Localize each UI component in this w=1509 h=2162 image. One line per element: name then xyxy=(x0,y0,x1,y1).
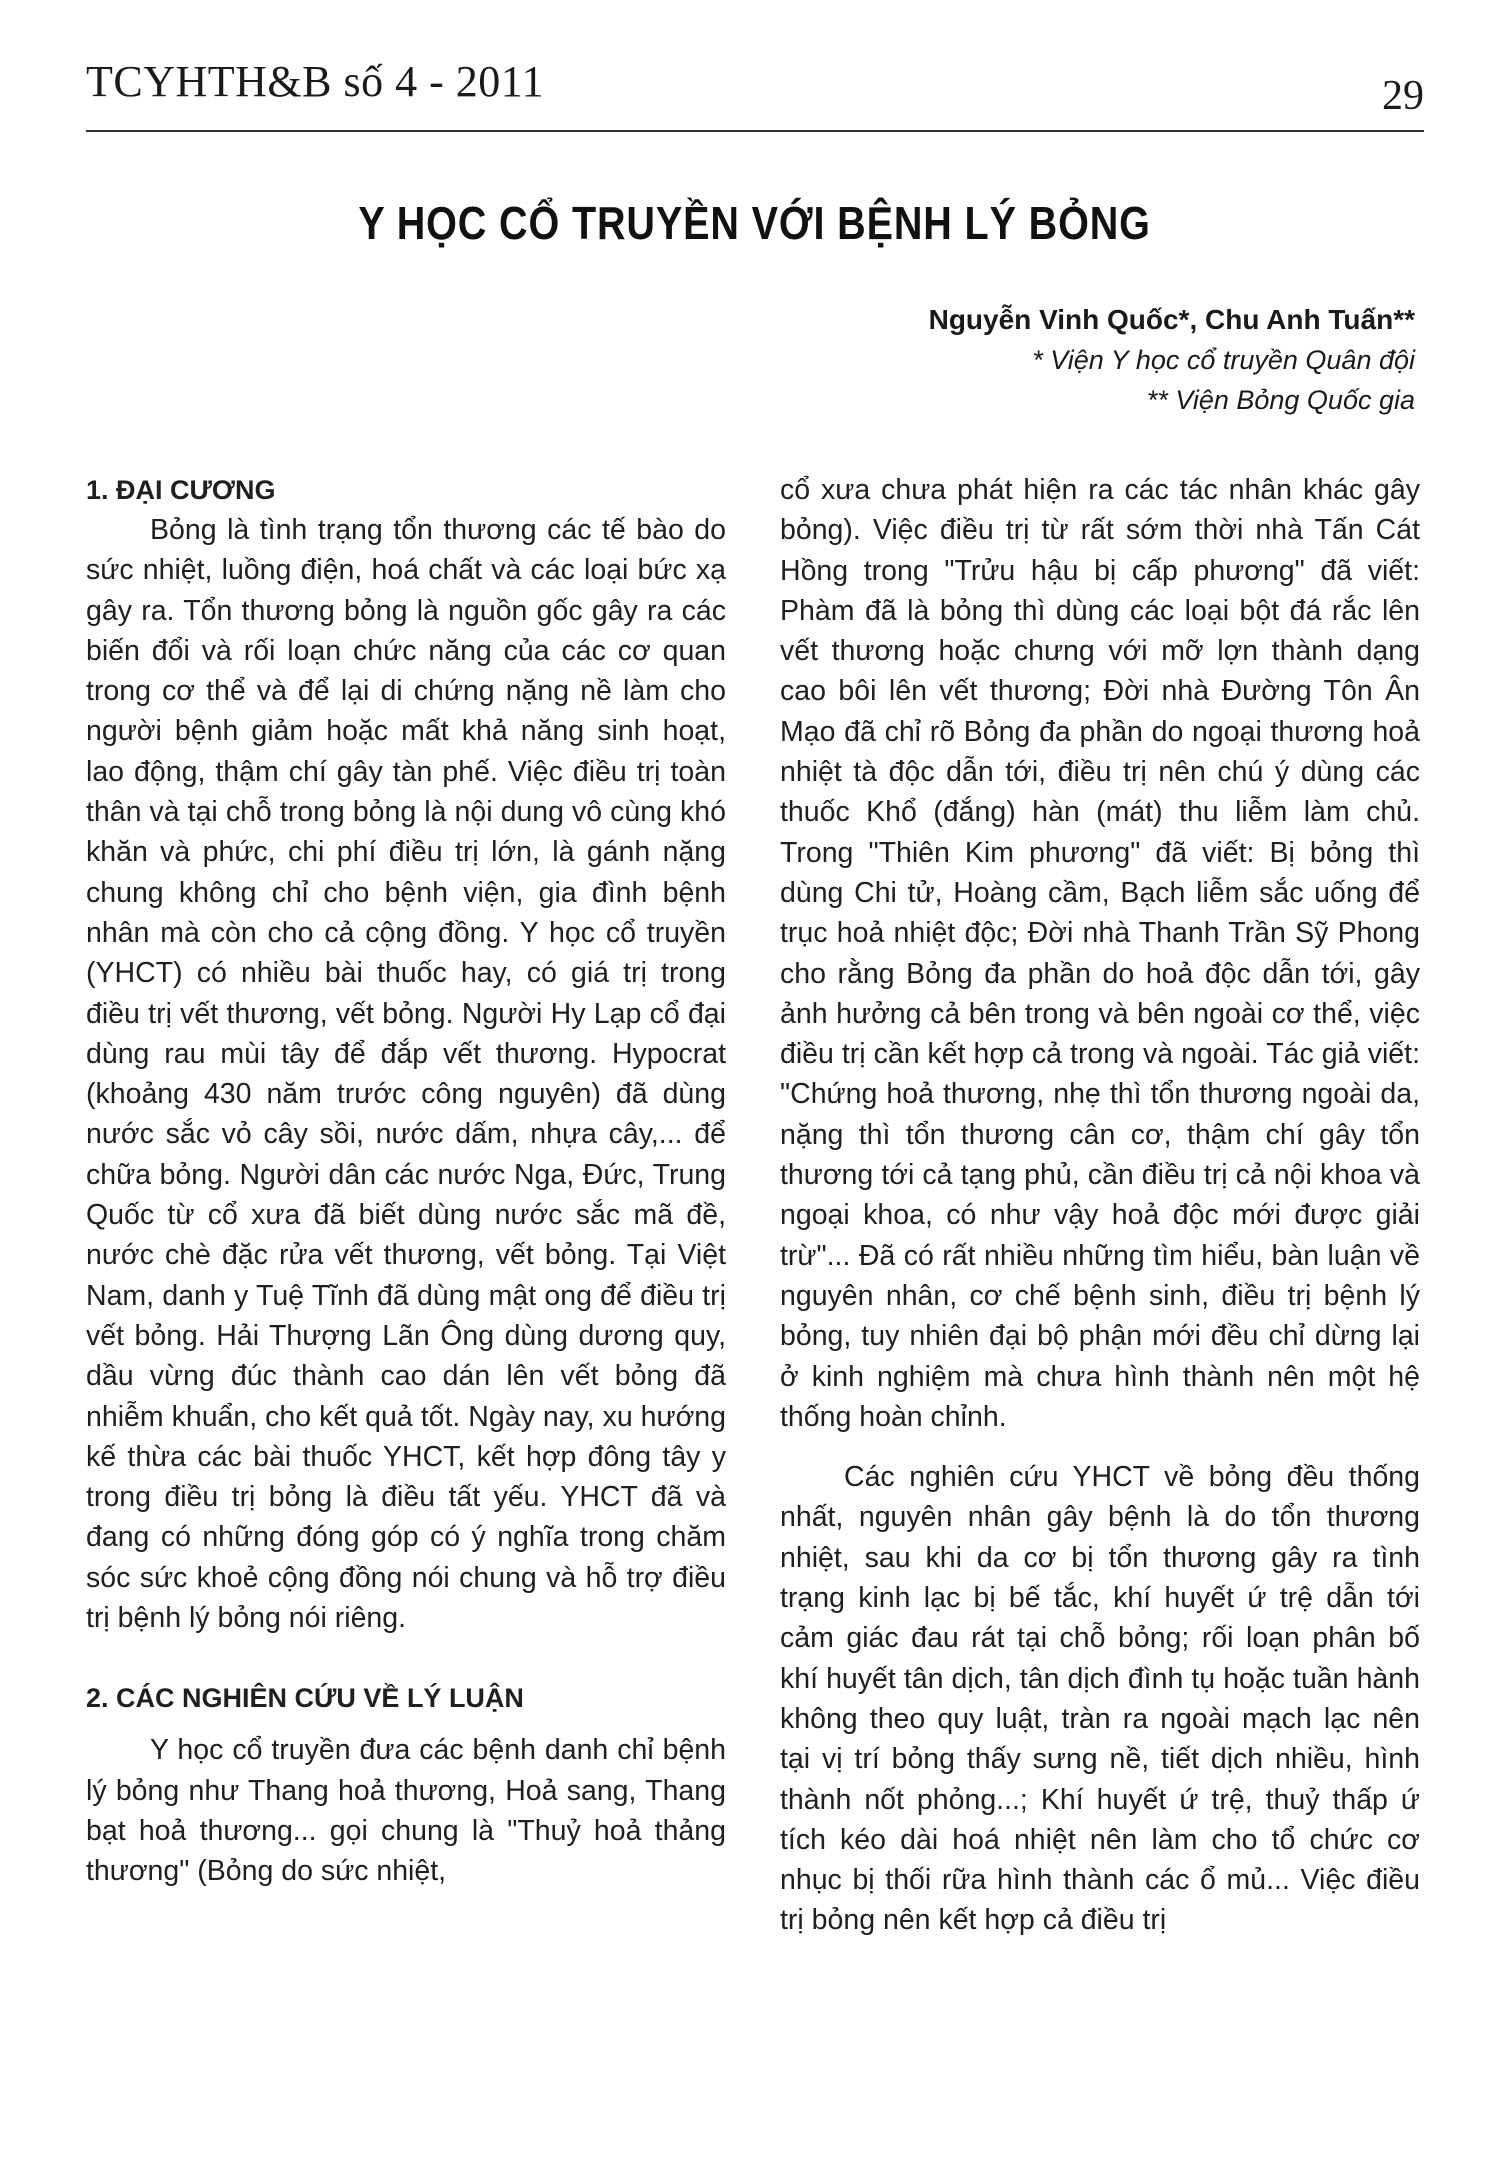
page-number: 29 xyxy=(1382,73,1424,119)
author-names: Nguyễn Vinh Quốc*, Chu Anh Tuấn** xyxy=(928,304,1415,335)
byline xyxy=(929,300,1415,420)
right-column xyxy=(780,470,1420,1941)
left-column xyxy=(86,470,726,1892)
paragraph-intro: Bỏng là tình trạng tổn thương các tế bào do sức nhiệt, luồng điện, hoá chất và các loại bức xạ gây ra. Tổn thương bỏng là nguồn gốc gây ra các biến đổi và rối loạn chức năng của các cơ quan trong cơ thể và để lại di chứng nặng nề làm cho người bệnh giảm hoặc mất khả năng sinh hoạt, lao động, thậm chí gây tàn phế. Việc điều trị toàn thân và tại chỗ trong bỏng là nội dung vô cùng khó khăn và phức, chi phí điều trị lớn, là gánh nặng chung không chỉ cho bệnh viện, gia đình bệnh nhân mà còn cho cả cộng đồng. Y học cổ truyền (YHCT) có nhiều bài thuốc hay, có giá trị trong điều trị vết thương, vết bỏng. Người Hy Lạp cổ đại dùng rau mùi tây để đắp vết thương. Hypocrat (khoảng 430 năm trước công nguyên) đã dùng nước sắc vỏ cây sồi, nước dấm, nhựa cây,... để chữa bỏng. Người dân các nước Nga, Đức, Trung Quốc từ cổ xưa đã biết dùng nước sắc mã đề, nước chè đặc rửa vết thương, vết bỏng. Tại Việt Nam, danh y Tuệ Tĩnh đã dùng mật ong để điều trị vết bỏng. Hải Thượng Lãn Ông dùng dương quy, dầu vừng đúc thành cao dán lên vết bỏng đã nhiễm khuẩn, cho kết quả tốt. Ngày nay, xu hướng kế thừa các bài thuốc YHCT, kết hợp đông tây y trong điều trị bỏng là điều tất yếu. YHCT đã và đang có những đóng góp có ý nghĩa trong chăm sóc sức khoẻ cộng đồng nói chung và hỗ trợ điều trị bệnh lý bỏng nói riêng. xyxy=(86,514,726,1635)
article-title: Y HỌC CỔ TRUYỀN VỚI BỆNH LÝ BỎNG xyxy=(358,197,1151,249)
section-heading-theory: 2. CÁC NGHIÊN CỨU VỀ LÝ LUẬN xyxy=(86,1683,524,1714)
paragraph-theory-2: Các nghiên cứu YHCT về bỏng đều thống nhất, nguyên nhân gây bệnh là do tổn thương nhiệt, sau khi da cơ bị tổn thương gây ra tình trạng kinh lạc bị bế tắc, khí huyết ứ trệ dẫn tới cảm giác đau rát tại chỗ bỏng; rối loạn phân bố khí huyết tân dịch, tân dịch đình tụ hoặc tuần hành không theo quy luật, tràn ra ngoài mạch lạc nên tại vị trí bỏng thấy sưng nề, tiết dịch nhiều, hình thành nốt phỏng...; Khí huyết ứ trệ, thuỷ thấp ứ tích kéo dài hoá nhiệt nên làm cho tổ chức cơ nhục bị thối rữa hình thành các ổ mủ... Việc điều trị bỏng nên kết hợp cả điều trị xyxy=(780,1461,1420,1937)
spacer xyxy=(86,1638,726,1678)
header-rule xyxy=(86,130,1424,132)
affiliation-1: * Viện Y học cổ truyền Quân đội xyxy=(1032,345,1415,375)
spacer xyxy=(86,1718,726,1730)
spacer xyxy=(780,1437,1420,1457)
paragraph-theory-start: Y học cổ truyền đưa các bệnh danh chỉ bệnh lý bỏng như Thang hoả thương, Hoả sang, Thang bạt hoả thương... gọi chung là "Thuỷ hoả thảng thương" (Bỏng do sức nhiệt, xyxy=(86,1734,726,1888)
running-header xyxy=(86,56,1424,126)
section-heading-intro: 1. ĐẠI CƯƠNG xyxy=(86,475,276,505)
journal-issue: TCYHTH&B số 4 - 2011 xyxy=(86,57,545,106)
affiliation-2: ** Viện Bỏng Quốc gia xyxy=(1146,385,1415,415)
paragraph-theory-continued: cổ xưa chưa phát hiện ra các tác nhân khác gây bỏng). Việc điều trị từ rất sớm thời nhà Tấn Cát Hồng trong "Trửu hậu bị cấp phương" đã viết: Phàm đã là bỏng thì dùng các loại bột đá rắc lên vết thương hoặc chưng với mỡ lợn thành dạng cao bôi lên vết thương; Đời nhà Đường Tôn Ân Mạo đã chỉ rõ Bỏng đa phần do ngoại thương hoả nhiệt tà độc dẫn tới, điều trị nên chú ý dùng các thuốc Khổ (đắng) hàn (mát) thu liễm làm chủ. Trong "Thiên Kim phương" đã viết: Bị bỏng thì dùng Chi tử, Hoàng cầm, Bạch liễm sắc uống để trục hoả nhiệt độc; Đời nhà Thanh Trần Sỹ Phong cho rằng Bỏng đa phần do hoả độc dẫn tới, gây ảnh hưởng cả bên trong và bên ngoài cơ thể, việc điều trị cần kết hợp cả trong và ngoài. Tác giả viết: "Chứng hoả thương, nhẹ thì tổn thương ngoài da, nặng thì tổn thương cân cơ, thậm chí gây tổn thương tới cả tạng phủ, cần điều trị cả nội khoa và ngoại khoa, có như vậy hoả độc mới được giải trừ"... Đã có rất nhiều những tìm hiểu, bàn luận về nguyên nhân, cơ chế bệnh sinh, điều trị bệnh lý bỏng, tuy nhiên đại bộ phận mới đều chỉ dừng lại ở kinh nghiệm mà chưa hình thành nên một hệ thống hoàn chỉnh. xyxy=(780,474,1420,1433)
